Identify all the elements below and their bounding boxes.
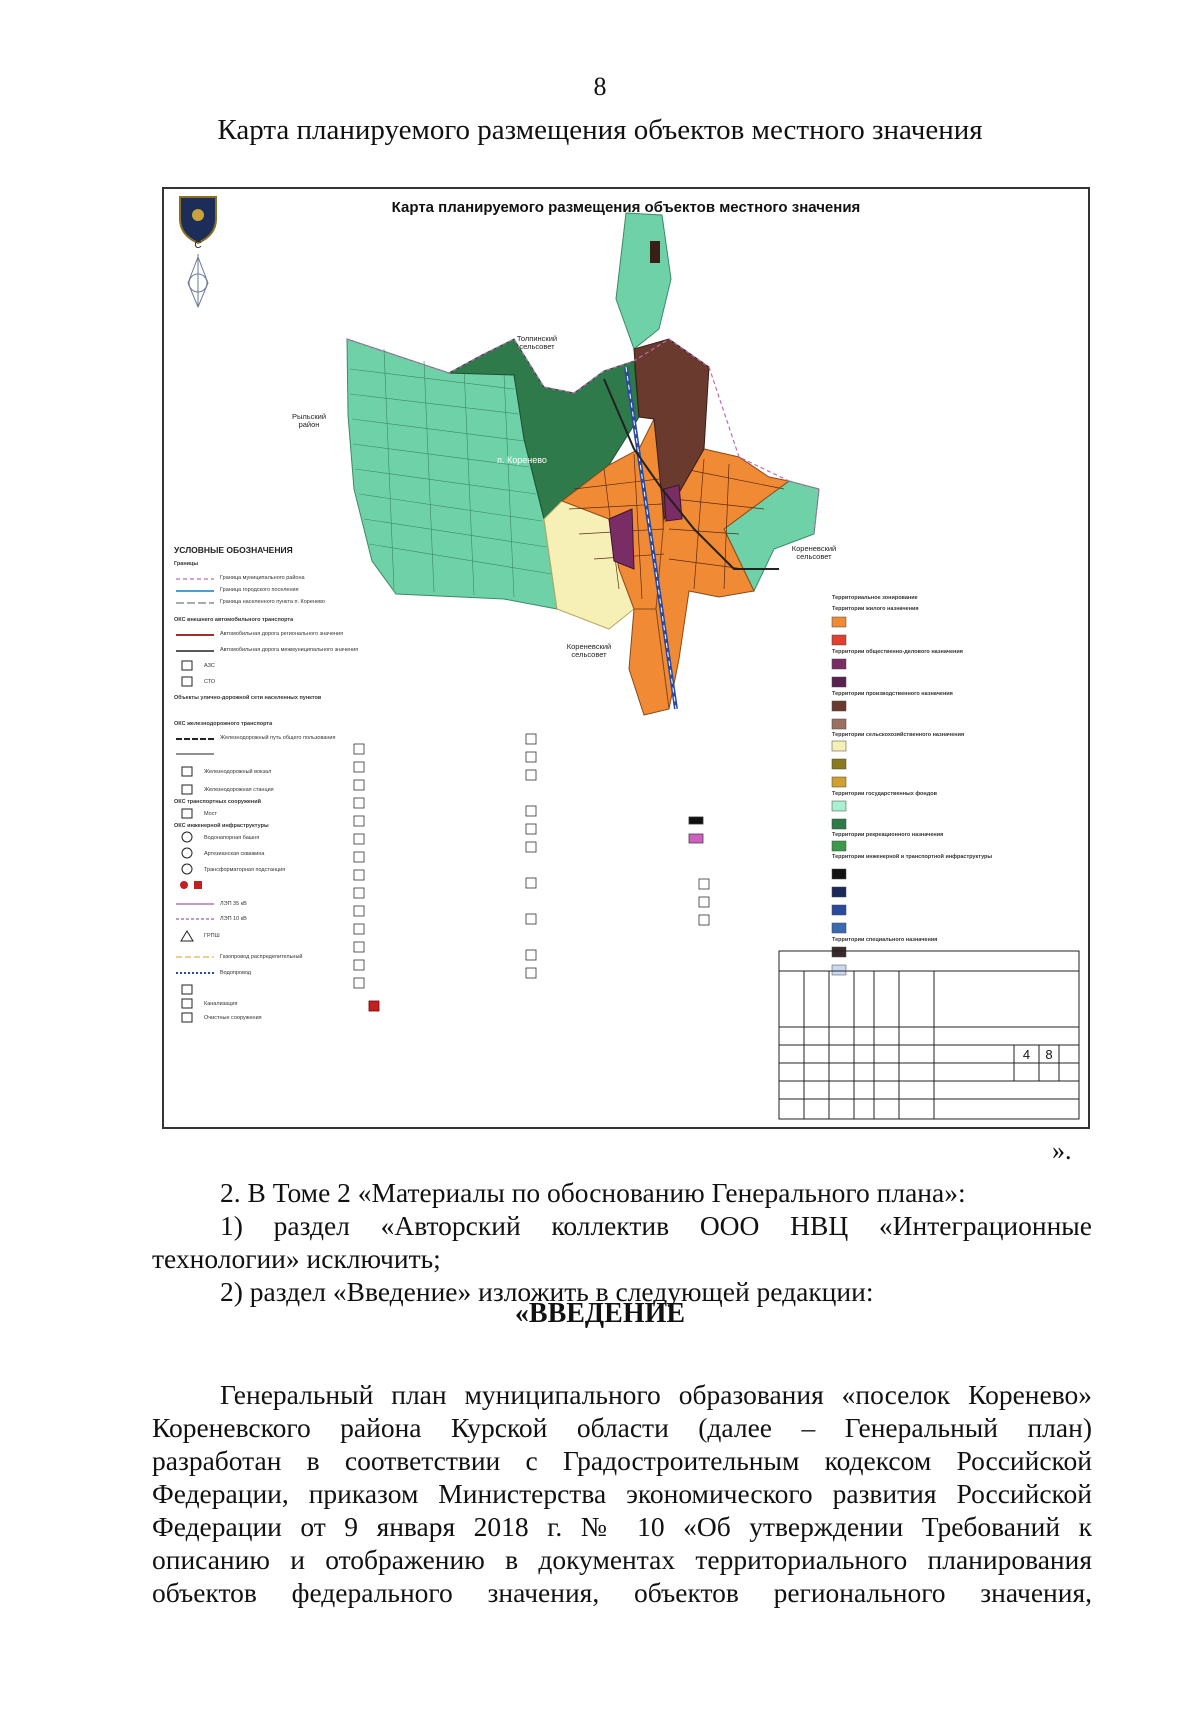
zoning-title: Территориальное зонирование (832, 595, 918, 601)
map-title: Карта планируемого размещения объектов местного значения (391, 199, 861, 216)
legend-item: Железнодорожный вокзал (204, 769, 272, 775)
map-recreation-zone-north (616, 213, 671, 349)
legend-item: СТО (204, 679, 216, 685)
legend-item: Канализация (204, 1001, 238, 1007)
intro-line: объектов федерального значения, объектов регионального значения, (152, 1577, 1092, 1608)
legend-item: Водопровод (220, 970, 251, 976)
legend-item: Мост (204, 811, 217, 817)
legend-item: Очистные сооружения (204, 1015, 262, 1021)
intro-line: Кореневского района Курской области (далее – Генеральный план) (152, 1412, 1092, 1443)
legend-group: ОКС железнодорожного транспорта (174, 721, 273, 727)
intro-line: Федерации, приказом Министерства экономического развития Российской (152, 1478, 1092, 1509)
zoning-group: Территории сельскохозяйственного назначения (832, 732, 965, 738)
legend-item: Граница муниципального района (220, 575, 305, 581)
legend-group: Границы (174, 561, 199, 567)
north-label: С (194, 240, 202, 251)
legend-item: Газопровод распределительный (220, 954, 303, 960)
stamp-sheets-total: 8 (1045, 1047, 1053, 1062)
closing-quote: ». (1052, 1136, 1072, 1165)
planning-map (162, 187, 1090, 1129)
intro-line: Федерации от 9 января 2018 г. № 10 «Об утверждении Требований к (152, 1511, 1092, 1542)
legend-item: Автомобильная дорога регионального значения (220, 631, 344, 637)
page-number: 8 (593, 72, 607, 101)
zoning-group: Территории общественно-делового назначения (832, 649, 963, 655)
tolpinsky-label: Толпинский сельсовет (516, 334, 558, 351)
legend-item: ГРПШ (204, 933, 220, 939)
item-2-1-line2: технологии» исключить; (152, 1243, 441, 1274)
item-2: 2. В Томе 2 «Материалы по обоснованию Генерального плана»: (220, 1177, 966, 1208)
legend-group: Объекты улично-дорожной сети населенных пунктов (174, 695, 322, 701)
zoning-group: Территории государственных фондов (832, 791, 937, 797)
section-title: «ВВЕДЕНИЕ (514, 1298, 686, 1329)
legend-group: ОКС инженерной инфраструктуры (174, 823, 269, 829)
legend-icons-middle (354, 734, 709, 1011)
north-arrow-icon (188, 254, 208, 307)
legend-item: Железнодорожная станция (204, 787, 274, 793)
item-2-1-line1: 1) раздел «Авторский коллектив ООО НВЦ «Интеграционные (220, 1210, 1092, 1241)
stamp-sheet-number: 4 (1022, 1047, 1031, 1062)
korenevsky-south-label: Кореневский сельсовет (566, 642, 612, 659)
legend-item: АЗС (204, 663, 215, 669)
legend-item: ЛЭП 10 кВ (220, 916, 247, 922)
legend-item: Трансформаторная подстанция (204, 867, 286, 873)
legend-group: ОКС транспортных сооружений (174, 799, 261, 805)
intro-line: Генеральный план муниципального образования «поселок Коренево» (220, 1379, 1092, 1410)
legend-group: ОКС внешнего автомобильного транспорта (174, 617, 294, 623)
map-drawing (164, 189, 1088, 1127)
korenevsky-east-label: Кореневский сельсовет (791, 544, 837, 561)
zoning-group: Территории инженерной и транспортной инфраструктуры (832, 854, 993, 860)
intro-line: описанию и отображению в документах территориального планирования (152, 1544, 1092, 1575)
zoning-group: Территории производственного назначения (832, 691, 953, 697)
legend-title: УСЛОВНЫЕ ОБОЗНАЧЕНИЯ (174, 545, 293, 555)
map-production-block (650, 241, 660, 263)
legend-item: Водонапорная башня (204, 835, 260, 841)
legend-item: Артезианская скважина (204, 851, 265, 857)
zoning-group: Территории рекреационного назначения (832, 832, 944, 838)
intro-line: разработан в соответствии с Градостроительным кодексом Российской (152, 1445, 1092, 1476)
legend-item: Автомобильная дорога межмуниципального значения (220, 647, 359, 653)
page-heading: Карта планируемого размещения объектов местного значения (217, 114, 983, 146)
zoning-group: Территории жилого назначения (832, 606, 919, 612)
legend-item: Железнодорожный путь общего пользования (220, 735, 336, 741)
title-block-stamp (779, 951, 1079, 1119)
legend-item: Граница населенного пункта п. Коренево (220, 599, 325, 605)
item-2-2: 2) раздел «Введение» изложить в следующей редакции: (220, 1276, 874, 1307)
zoning-group: Территории специального назначения (832, 937, 938, 943)
rylsky-label: Рыльский район (291, 412, 327, 429)
legend-item: Граница городского поселения (220, 587, 299, 593)
settlement-label: п. Коренево (497, 455, 547, 465)
legend-item: ЛЭП 35 кВ (220, 901, 247, 907)
